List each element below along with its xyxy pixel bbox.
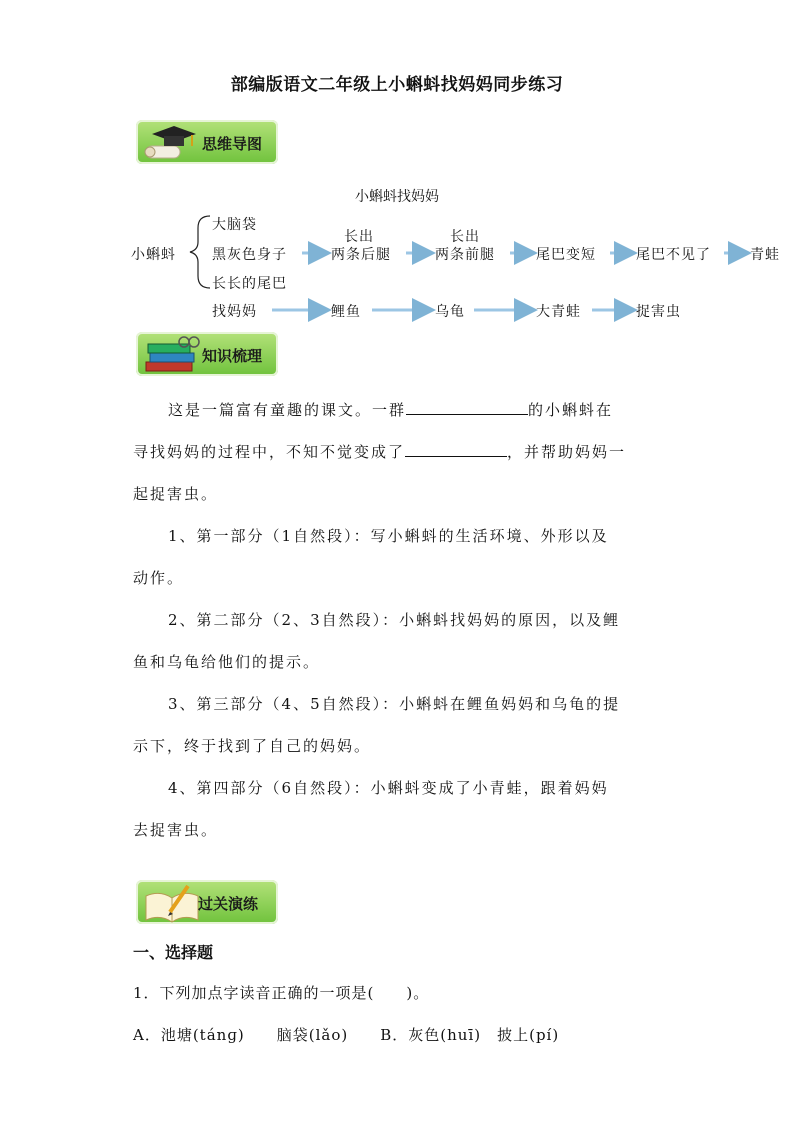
section-label: 知识梳理	[202, 347, 263, 365]
text-segment: 寻找妈妈的过程中，不知不觉变成了	[133, 443, 406, 461]
knowledge-line: 去捉害虫。	[133, 821, 219, 839]
mindmap-search: 捉害虫	[636, 304, 681, 320]
mindmap-stage-label: 长出	[450, 229, 480, 245]
knowledge-line	[133, 440, 626, 464]
knowledge-line: 动作。	[133, 569, 185, 587]
question-text: 1．下列加点字读音正确的一项是( )。	[133, 984, 430, 1002]
mindmap-feature: 大脑袋	[212, 217, 257, 233]
knowledge-line: 2、第二部分（2、3自然段）：小蝌蚪找妈妈的原因，以及鲤	[168, 611, 621, 629]
mindmap-stage: 尾巴不见了	[636, 247, 711, 263]
mindmap-stage: 两条后腿	[331, 247, 391, 263]
fill-blank[interactable]	[406, 400, 528, 415]
text-segment: 这是一篇富有童趣的课文。一群	[168, 401, 407, 419]
text-segment: ，并帮助妈妈一	[507, 443, 627, 461]
mindmap-search: 乌龟	[435, 304, 465, 320]
knowledge-line: 鱼和乌龟给他们的提示。	[133, 653, 321, 671]
mindmap-root: 小蝌蚪	[131, 247, 176, 263]
notebook-pencil-icon	[140, 882, 202, 924]
knowledge-line: 3、第三部分（4、5自然段）：小蝌蚪在鲤鱼妈妈和乌龟的提	[168, 695, 621, 713]
section-badge-practice	[136, 880, 278, 924]
knowledge-line: 1、第一部分（1自然段）：写小蝌蚪的生活环境、外形以及	[168, 527, 609, 545]
mindmap-search: 鲤鱼	[331, 304, 361, 320]
text-segment: 的小蝌蚪在	[528, 401, 614, 419]
section-label: 思维导图	[202, 135, 263, 153]
mindmap-feature: 黑灰色身子	[212, 247, 287, 263]
mindmap-stage: 尾巴变短	[536, 247, 596, 263]
fill-blank[interactable]	[405, 442, 507, 457]
section-badge-knowledge	[136, 332, 278, 376]
knowledge-line	[168, 398, 613, 422]
mindmap-stage-label: 长出	[344, 229, 374, 245]
question-options: A．池塘(tánɡ) 脑袋(lǎo) B．灰色(huī) 披上(pí)	[133, 1026, 560, 1044]
mindmap-stage: 青蛙	[750, 247, 780, 263]
page-title: 部编版语文二年级上小蝌蚪找妈妈同步练习	[230, 75, 564, 95]
mindmap-feature: 长长的尾巴	[212, 276, 287, 292]
knowledge-line: 示下，终于找到了自己的妈妈。	[133, 737, 372, 755]
mindmap-search: 找妈妈	[212, 304, 257, 320]
knowledge-line: 4、第四部分（6自然段）：小蝌蚪变成了小青蛙，跟着妈妈	[168, 779, 609, 797]
books-icon	[140, 334, 202, 376]
knowledge-line: 起捉害虫。	[133, 485, 219, 503]
section-heading: 一、选择题	[133, 943, 214, 962]
mindmap-title: 小蝌蚪找妈妈	[355, 189, 439, 205]
mindmap-stage: 两条前腿	[435, 247, 495, 263]
section-label: 过关演练	[198, 895, 259, 913]
mindmap-search: 大青蛙	[536, 304, 581, 320]
mindmap-arrows	[0, 0, 794, 340]
